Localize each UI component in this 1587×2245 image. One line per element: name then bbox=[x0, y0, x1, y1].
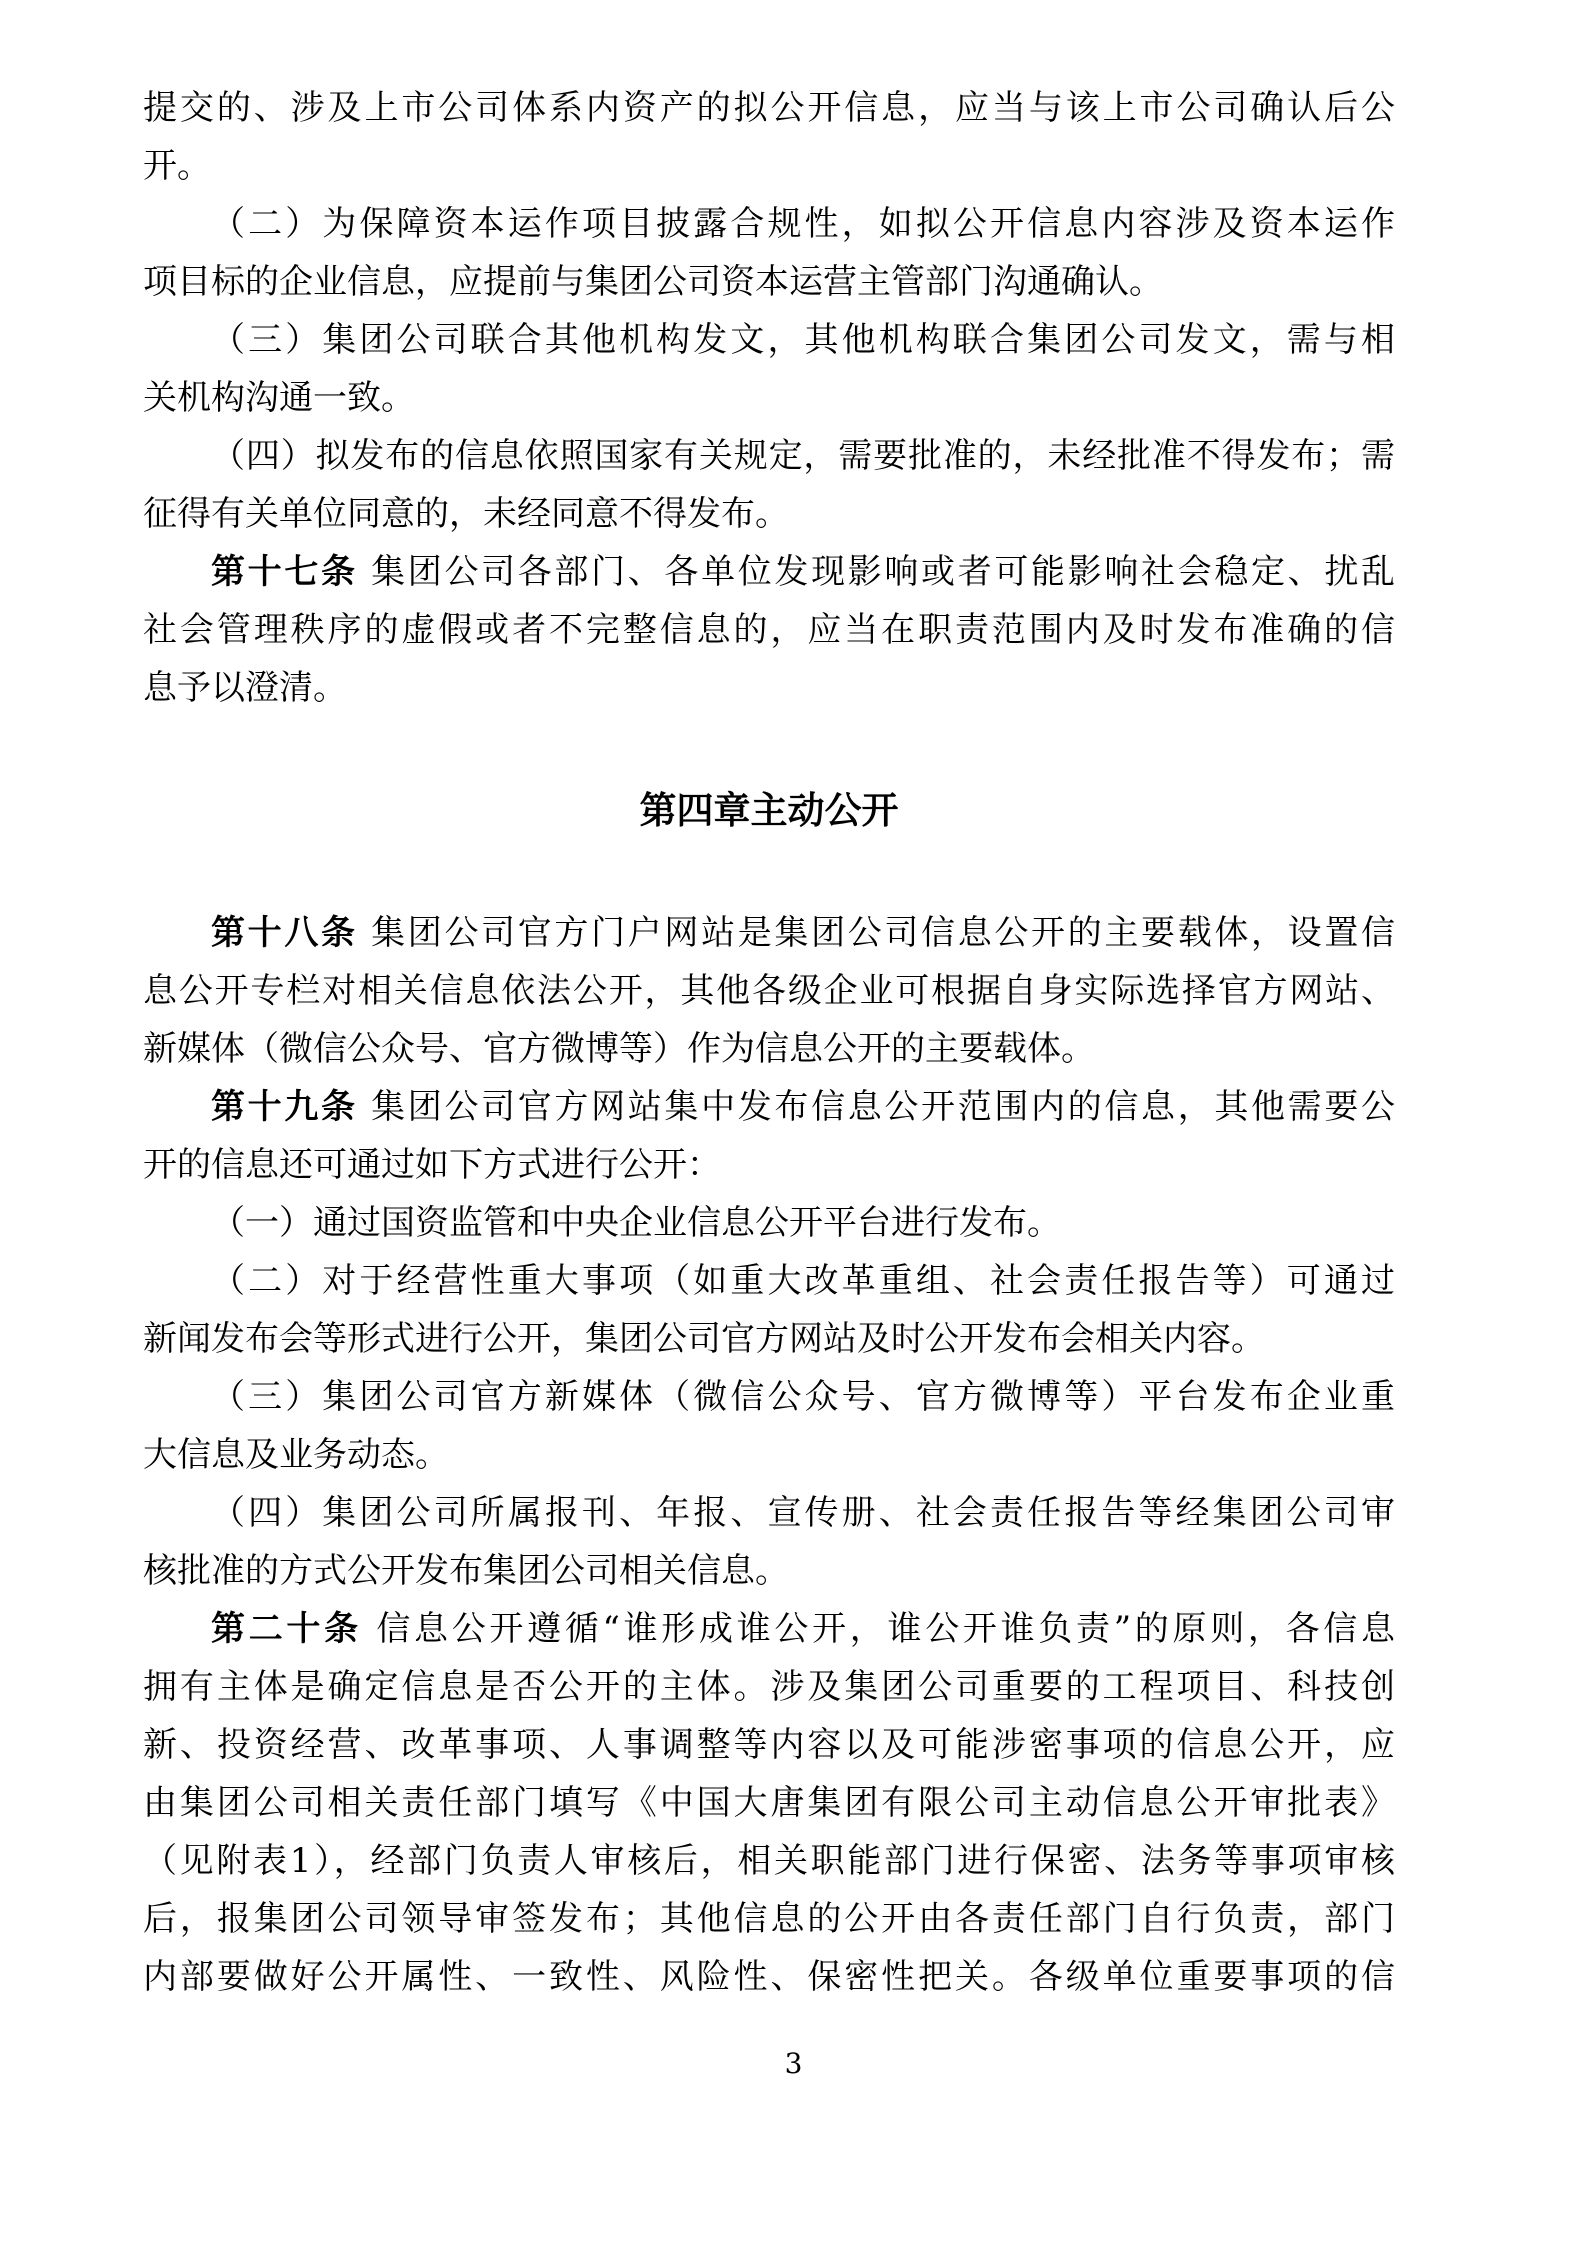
text-line: 息公开专栏对相关信息依法公开，其他各级企业可根据自身实际选择官方网站、 bbox=[143, 971, 1395, 1011]
text-line: （二）为保障资本运作项目披露合规性，如拟公开信息内容涉及资本运作 bbox=[211, 204, 1395, 244]
text-line: 新媒体（微信公众号、官方微博等）作为信息公开的主要载体。 bbox=[143, 1029, 1095, 1069]
clause-number: 第十九条 bbox=[211, 1087, 358, 1127]
text-line: （四）拟发布的信息依照国家有关规定，需要批准的，未经批准不得发布；需 bbox=[211, 436, 1395, 476]
text-line: （三）集团公司官方新媒体（微信公众号、官方微博等）平台发布企业重 bbox=[211, 1377, 1395, 1417]
clause-number: 第十八条 bbox=[211, 913, 358, 953]
text-line: 提交的、涉及上市公司体系内资产的拟公开信息，应当与该上市公司确认后公 bbox=[143, 88, 1395, 128]
text-line: 内部要做好公开属性、一致性、风险性、保密性把关。各级单位重要事项的信 bbox=[143, 1957, 1395, 1997]
text-line: 开。 bbox=[143, 146, 211, 186]
text-line: （见附表1），经部门负责人审核后，相关职能部门进行保密、法务等事项审核 bbox=[143, 1841, 1395, 1881]
text-line: 社会管理秩序的虚假或者不完整信息的，应当在职责范围内及时发布准确的信 bbox=[143, 610, 1395, 650]
text-line: 关机构沟通一致。 bbox=[143, 378, 415, 418]
text-line: 拥有主体是确定信息是否公开的主体。涉及集团公司重要的工程项目、科技创 bbox=[143, 1667, 1395, 1707]
text-line: 由集团公司相关责任部门填写《中国大唐集团有限公司主动信息公开审批表》 bbox=[143, 1783, 1395, 1823]
text-line: （四）集团公司所属报刊、年报、宣传册、社会责任报告等经集团公司审 bbox=[211, 1493, 1395, 1533]
text-line: 第十八条 集团公司官方门户网站是集团公司信息公开的主要载体，设置信 bbox=[211, 913, 1395, 953]
text-line: （二）对于经营性重大事项（如重大改革重组、社会责任报告等）可通过 bbox=[211, 1261, 1395, 1301]
text-line: 征得有关单位同意的，未经同意不得发布。 bbox=[143, 494, 789, 534]
chapter-heading: 第四章主动公开 bbox=[639, 788, 899, 832]
text-line: 息予以澄清。 bbox=[143, 668, 347, 708]
text-line: 大信息及业务动态。 bbox=[143, 1435, 449, 1475]
text-line: 开的信息还可通过如下方式进行公开： bbox=[143, 1145, 721, 1185]
text-line: 第十七条 集团公司各部门、各单位发现影响或者可能影响社会稳定、扰乱 bbox=[211, 552, 1395, 592]
text-line: 核批准的方式公开发布集团公司相关信息。 bbox=[143, 1551, 789, 1591]
page-number: 3 bbox=[784, 2047, 803, 2080]
text-line: 新闻发布会等形式进行公开，集团公司官方网站及时公开发布会相关内容。 bbox=[143, 1319, 1265, 1359]
text-line: 新、投资经营、改革事项、人事调整等内容以及可能涉密事项的信息公开，应 bbox=[143, 1725, 1395, 1765]
clause-number: 第十七条 bbox=[211, 552, 358, 592]
text-line: 项目标的企业信息，应提前与集团公司资本运营主管部门沟通确认。 bbox=[143, 262, 1163, 302]
text-line: 第二十条 信息公开遵循“谁形成谁公开，谁公开谁负责”的原则，各信息 bbox=[211, 1609, 1395, 1649]
document-body bbox=[143, 79, 1395, 2006]
text-line: （一）通过国资监管和中央企业信息公开平台进行发布。 bbox=[211, 1203, 1061, 1243]
text-line: 第十九条 集团公司官方网站集中发布信息公开范围内的信息，其他需要公 bbox=[211, 1087, 1395, 1127]
text-line: 后，报集团公司领导审签发布；其他信息的公开由各责任部门自行负责，部门 bbox=[143, 1899, 1395, 1939]
text-line: （三）集团公司联合其他机构发文，其他机构联合集团公司发文，需与相 bbox=[211, 320, 1395, 360]
clause-number: 第二十条 bbox=[211, 1609, 362, 1649]
